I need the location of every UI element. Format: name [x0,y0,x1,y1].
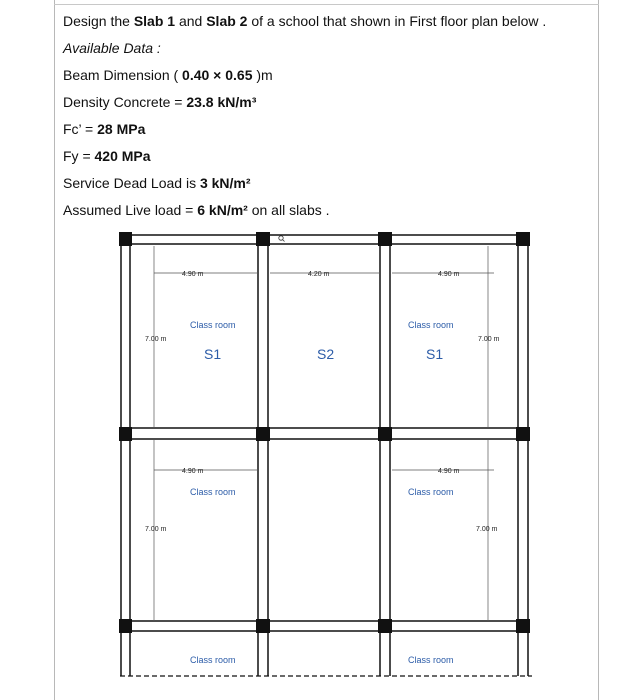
heading-prefix: Design the [63,13,134,29]
dim-side-right-2: 7.00 m [476,526,498,533]
column [256,232,270,246]
fy-line [63,143,583,170]
slab-label-s2: S2 [317,346,335,362]
fc-label: Fc’ = [63,121,98,137]
search-icon [279,236,285,242]
column [256,427,270,441]
column [119,232,132,246]
page-frame-left [54,0,55,700]
dim-side-right-1: 7.00 m [478,336,500,343]
column [516,232,530,246]
plan-structure [120,232,532,676]
dimension-lines [154,246,494,621]
room-labels [190,320,454,665]
live-load-value: 6 kN/m² [197,202,248,218]
density-label: Density Concrete = [63,94,187,110]
beam-unit: )m [252,67,273,83]
available-data-label: Available Data : [63,40,161,56]
room-label: Class room [190,655,236,665]
floor-plan [118,232,532,684]
column [378,232,392,246]
beam-label: Beam Dimension ( [63,67,183,83]
fc-line [63,116,583,143]
dim-side-left-2: 7.00 m [145,526,167,533]
heading-suffix: of a school that shown in First floor plan below . [247,13,547,29]
slab-label-s1-right: S1 [426,346,444,362]
columns [119,232,530,633]
column [256,619,270,633]
dead-load-line [63,170,583,197]
dead-load-label: Service Dead Load is [63,175,200,191]
room-label: Class room [190,320,236,330]
dim-top-3: 4.90 m [438,271,460,278]
column [378,427,392,441]
fc-value: 28 MPa [97,121,146,137]
slab-label-s1-left: S1 [204,346,222,362]
dim-mid-1: 4.90 m [182,468,204,475]
live-load-line [63,197,583,224]
column [119,427,132,441]
column [378,619,392,633]
top-rule [54,4,599,5]
problem-statement [63,8,583,224]
dim-side-left-1: 7.00 m [145,336,167,343]
live-load-suffix: on all slabs . [247,202,330,218]
room-label: Class room [408,487,454,497]
room-label: Class room [408,320,454,330]
dead-load-value: 3 kN/m² [199,175,251,191]
density-line [63,89,583,116]
live-load-label: Assumed Live load = [63,202,198,218]
fy-value: 420 MPa [94,148,151,164]
dim-top-2: 4.20 m [308,271,330,278]
fy-label: Fy = [63,148,95,164]
dim-top-1: 4.90 m [182,271,204,278]
heading-line [63,8,583,35]
room-label: Class room [408,655,454,665]
column [516,427,530,441]
heading-slab1: Slab 1 [133,13,176,29]
column [119,619,132,633]
heading-slab2: Slab 2 [206,13,248,29]
room-label: Class room [190,487,236,497]
beam-value: 0.40 × 0.65 [182,67,253,83]
dim-mid-2: 4.90 m [438,468,460,475]
column [516,619,530,633]
floor-plan-drawing [118,232,532,684]
heading-and: and [175,13,207,29]
density-value: 23.8 kN/m³ [186,94,257,110]
page-frame-right [598,0,599,700]
beam-dimension-line [63,62,583,89]
